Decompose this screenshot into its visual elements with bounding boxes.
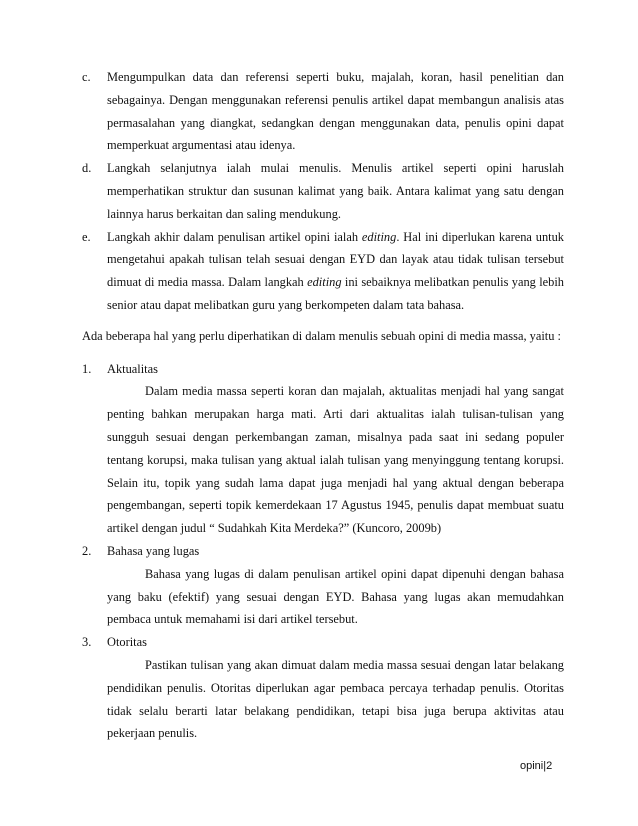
list-marker: c.	[82, 70, 91, 84]
list-text: Mengumpulkan data dan referensi seperti buku, majalah, koran, hasil penelitian dan sebagainya. Dengan menggunakan referensi penulis artikel dapat membangun analisis atas permasalahan yang diangkat, sedangkan dengan menggunakan data, penulis opini dapat memperkuat argumentasi atau idenya.	[107, 70, 564, 153]
list-item-e	[82, 226, 564, 317]
emphasis-editing: editing	[307, 275, 342, 290]
section-heading: Bahasa yang lugas	[107, 543, 200, 558]
emphasis-editing: editing	[361, 229, 397, 244]
section-bahasa-lugas	[82, 540, 564, 631]
section-heading: Aktualitas	[107, 361, 158, 376]
text-part: ini sebaiknya melibatkan penulis yang lebih senior atau dapat melibatkan guru yang berkompeten dalam tata bahasa.	[107, 275, 564, 312]
text-part: . Hal ini diperlukan karena untuk mengetahui apakah tulisan telah sesuai dengan EYD dan layak atau tidak tulisan tersebut dimuat di media massa. Dalam langkah	[107, 229, 564, 290]
section-number: 3.	[82, 635, 92, 650]
text-part: Langkah akhir dalam penulisan artikel opini ialah	[107, 229, 362, 244]
section-number: 1.	[82, 361, 92, 376]
page-footer: opini|2	[520, 760, 553, 772]
section-body: Dalam media massa seperti koran dan majalah, aktualitas menjadi hal yang sangat penting bahkan merupakan harga mati. Arti dari aktualitas ialah tulisan-tulisan yang sungguh sesuai dengan perkembangan zaman, misalnya pada saat ini sedang populer tentang korupsi, maka tulisan yang aktual ialah tulisan yang menyinggung tentang korupsi. Selain itu, topik yang sudah lama dapat juga menjadi hal yang aktual dengan beberapa pengembangan, seperti topik kemerdekaan 17 Agustus 1945, penulis dapat membuat suatu artikel dengan judul “ Sudahkah Kita Merdeka?” (Kuncoro, 2009b)	[107, 384, 564, 536]
list-marker: e.	[82, 229, 91, 244]
section-aktualitas	[82, 358, 564, 540]
section-body: Bahasa yang lugas di dalam penulisan artikel opini dapat dipenuhi dengan bahasa yang baku (efektif) yang sesuai dengan EYD. Bahasa yang lugas akan memudahkan pembaca untuk memahami isi dari artikel tersebut.	[107, 566, 564, 627]
section-body: Pastikan tulisan yang akan dimuat dalam media massa sesuai dengan latar belakang pendidikan penulis. Otoritas diperlukan agar pembaca percaya terhadap penulis. Otoritas tidak selalu berarti latar belakang pendidikan, tetapi bisa juga berupa aktivitas atau pekerjaan penulis.	[107, 657, 564, 741]
intro-paragraph: Ada beberapa hal yang perlu diperhatikan di dalam menulis sebuah opini di media massa, yaitu :	[82, 328, 561, 343]
page-content	[82, 66, 564, 745]
section-heading: Otoritas	[107, 635, 147, 650]
list-item-d	[82, 157, 564, 225]
list-marker: d.	[82, 161, 92, 176]
list-text: Langkah selanjutnya ialah mulai menulis. Menulis artikel seperti opini haruslah memperhatikan struktur dan susunan kalimat yang baik. Antara kalimat yang satu dengan lainnya harus berkaitan dan saling mendukung.	[107, 161, 564, 221]
list-text	[107, 226, 564, 317]
section-number: 2.	[82, 543, 92, 558]
list-item-c	[82, 66, 564, 157]
section-otoritas	[82, 631, 564, 745]
